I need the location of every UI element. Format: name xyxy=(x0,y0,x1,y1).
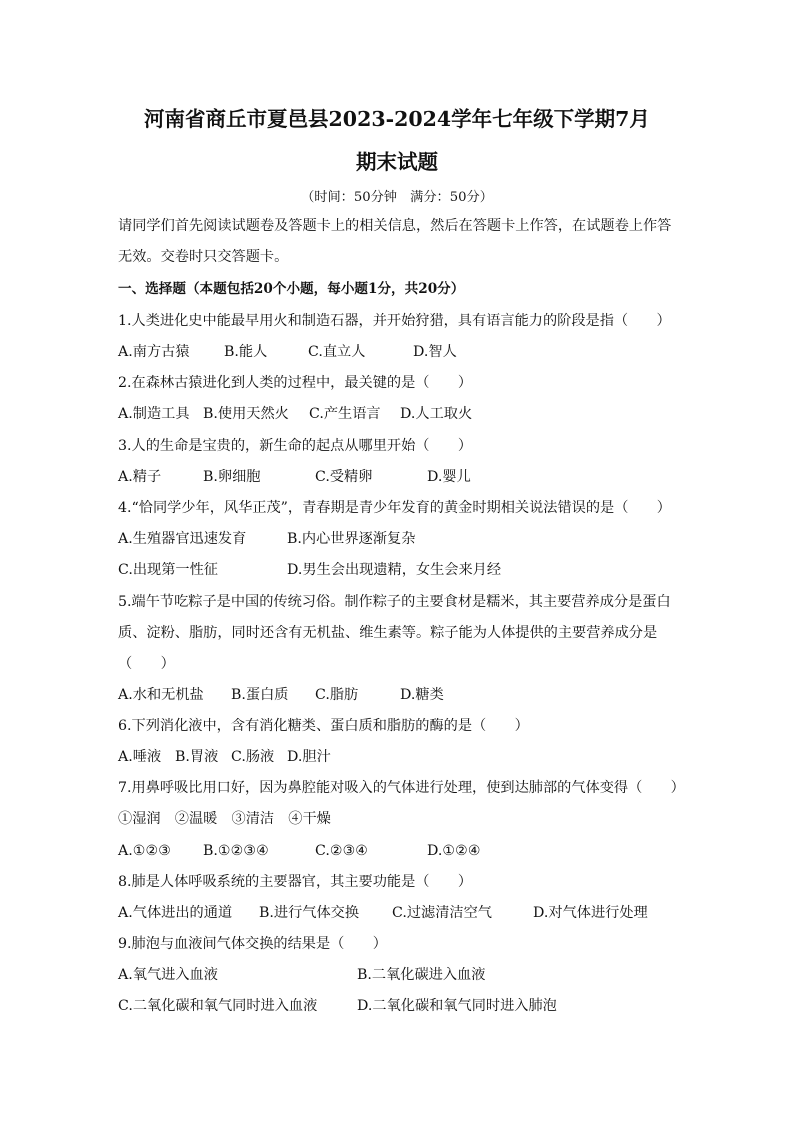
q1-option-c: C.直立人 xyxy=(308,344,366,360)
question-9-stem: 9.肺泡与血液间气体交换的结果是（ ） xyxy=(118,936,387,952)
question-5-stem-line-3: （ ） xyxy=(118,656,175,672)
question-7-stem: 7.用鼻呼吸比用口好，因为鼻腔能对吸入的气体进行处理，使到达肺部的气体变得（ ） xyxy=(118,780,685,796)
question-4-stem: 4.“恰同学少年，风华正茂”，青春期是青少年发育的黄金时期相关说法错误的是（ ） xyxy=(118,500,671,516)
exam-title-line-2: 期末试题 xyxy=(356,150,438,174)
question-2-stem: 2.在森林古猿进化到人类的过程中，最关键的是（ ） xyxy=(118,375,473,391)
q5-option-a: A.水和无机盐 xyxy=(118,687,204,703)
q8-option-b: B.进行气体交换 xyxy=(259,905,360,921)
q5-option-b: B.蛋白质 xyxy=(231,687,289,703)
q8-option-a: A.气体进出的通道 xyxy=(118,905,233,921)
q2-option-d: D.人工取火 xyxy=(400,406,473,422)
q9-option-d: D.二氧化碳和氧气同时进入肺泡 xyxy=(357,998,557,1014)
q1-option-b: B.能人 xyxy=(224,344,268,360)
exam-time-score: （时间：50分钟 满分：50分） xyxy=(301,190,493,205)
q9-option-c: C.二氧化碳和氧气同时进入血液 xyxy=(118,998,318,1014)
q8-option-c: C.过滤清洁空气 xyxy=(392,905,492,921)
question-5-stem-line-2: 质、淀粉、脂肪，同时还含有无机盐、维生素等。粽子能为人体提供的主要营养成分是 xyxy=(118,625,658,641)
q2-option-b: B.使用天然火 xyxy=(203,406,289,422)
question-7-items: ①湿润 ②温暖 ③清洁 ④干燥 xyxy=(118,811,331,827)
exam-title-line-1: 河南省商丘市夏邑县2023-2024学年七年级下学期7月 xyxy=(144,107,650,131)
q4-option-a: A.生殖器官迅速发育 xyxy=(118,531,247,547)
q6-option-b: B.胃液 xyxy=(175,749,219,765)
instructions-line-2: 无效。交卷时只交答题卡。 xyxy=(118,249,289,265)
q3-option-b: B.卵细胞 xyxy=(203,469,261,485)
q6-option-c: C.肠液 xyxy=(231,749,275,765)
q4-option-d: D.男生会出现遗精，女生会来月经 xyxy=(287,562,502,578)
q4-option-c: C.出现第一性征 xyxy=(118,562,218,578)
section-heading: 一、选择题（本题包括20个小题，每小题1分，共20分） xyxy=(118,281,465,297)
q7-option-d: D.①②④ xyxy=(427,843,481,859)
question-8-stem: 8.肺是人体呼吸系统的主要器官，其主要功能是（ ） xyxy=(118,874,473,890)
question-6-stem: 6.下列消化液中，含有消化糖类、蛋白质和脂肪的酶的是（ ） xyxy=(118,718,529,734)
q6-option-d: D.胆汁 xyxy=(287,749,331,765)
question-1-stem: 1.人类进化史中能最早用火和制造石器，并开始狩猎，具有语言能力的阶段是指（ ） xyxy=(118,313,671,329)
q5-option-c: C.脂肪 xyxy=(315,687,359,703)
q2-option-a: A.制造工具 xyxy=(118,406,190,422)
q3-option-c: C.受精卵 xyxy=(315,469,373,485)
q6-option-a: A.唾液 xyxy=(118,749,162,765)
q1-option-a: A.南方古猿 xyxy=(118,344,190,360)
q1-option-d: D.智人 xyxy=(413,344,457,360)
question-3-stem: 3.人的生命是宝贵的，新生命的起点从哪里开始（ ） xyxy=(118,438,473,454)
q9-option-a: A.氧气进入血液 xyxy=(118,967,218,983)
q7-option-c: C.②③④ xyxy=(315,843,369,859)
q4-option-b: B.内心世界逐渐复杂 xyxy=(287,531,416,547)
q2-option-c: C.产生语言 xyxy=(309,406,381,422)
q7-option-a: A.①②③ xyxy=(118,843,171,859)
q3-option-d: D.婴儿 xyxy=(427,469,471,485)
q5-option-d: D.糖类 xyxy=(400,687,444,703)
instructions-line-1: 请同学们首先阅读试题卷及答题卡上的相关信息，然后在答题卡上作答，在试题卷上作答 xyxy=(118,218,672,234)
question-5-stem-line-1: 5.端午节吃粽子是中国的传统习俗。制作粽子的主要食材是糯米，其主要营养成分是蛋白 xyxy=(118,594,671,610)
q3-option-a: A.精子 xyxy=(118,469,162,485)
q8-option-d: D.对气体进行处理 xyxy=(533,905,648,921)
q7-option-b: B.①②③④ xyxy=(203,843,269,859)
q9-option-b: B.二氧化碳进入血液 xyxy=(357,967,486,983)
